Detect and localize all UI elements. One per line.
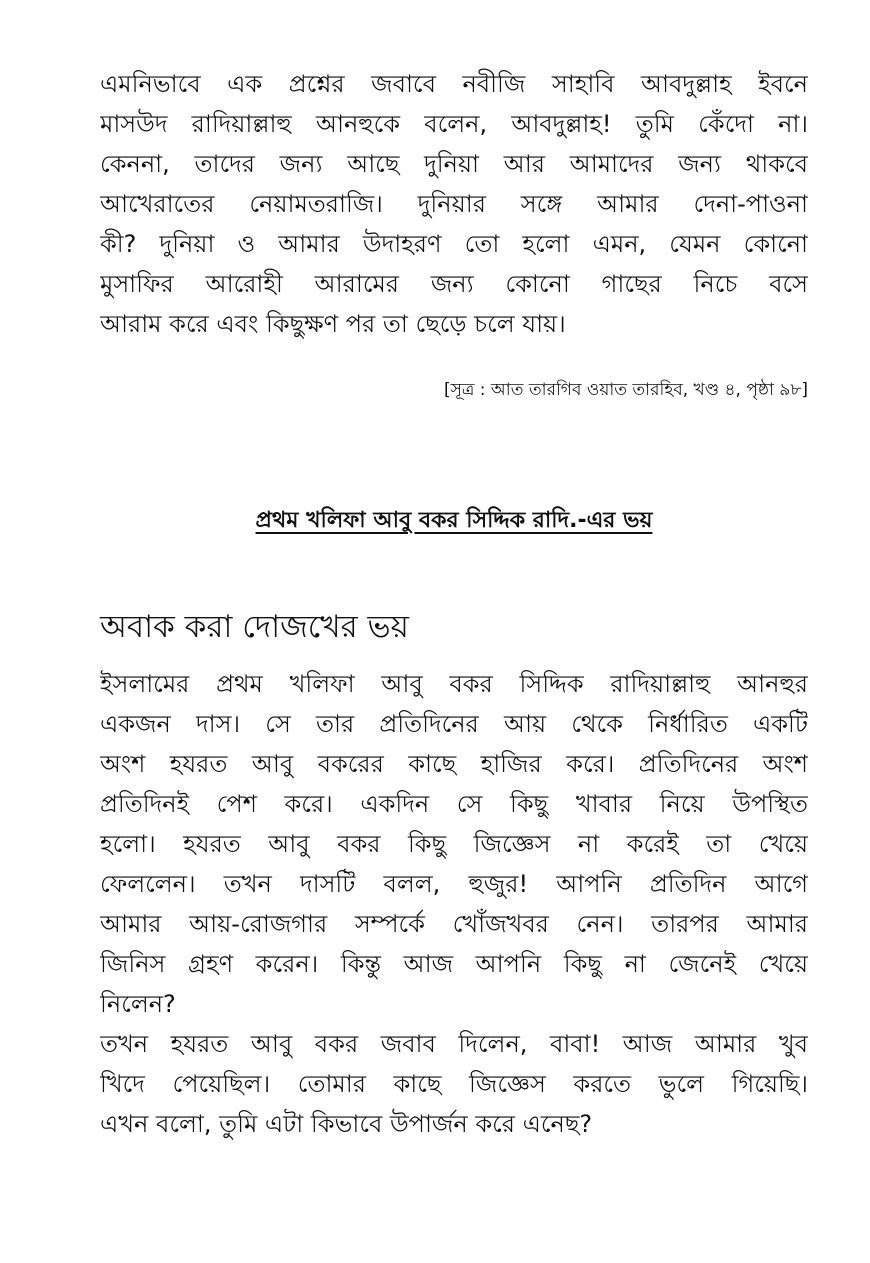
text-line: ফেললেন। তখন দাসটি বলল, হুজুর! আপনি প্রতিদিন আগে bbox=[100, 870, 808, 898]
text-line: জিনিস গ্রহণ করেন। কিন্তু আজ আপনি কিছু না জেনেই খেয়ে bbox=[100, 950, 808, 978]
text-line: খিদে পেয়েছিল। তোমার কাছে জিজ্ঞেস করতে ভুলে গিয়েছি। bbox=[100, 1070, 808, 1098]
text-line: মুসাফির আরোহী আরামের জন্য কোনো গাছের নিচে বসে bbox=[100, 270, 808, 298]
subheading: অবাক করা দোজখের ভয় bbox=[100, 609, 409, 645]
text-line: হলো। হযরত আবু বকর কিছু জিজ্ঞেস না করেই তা খেয়ে bbox=[100, 830, 808, 858]
text-line: কেননা, তাদের জন্য আছে দুনিয়া আর আমাদের জন্য থাকবে bbox=[100, 150, 808, 178]
text-line: এমনিভাবে এক প্রশ্নের জবাবে নবীজি সাহাবি আবদুল্লাহ ইবনে bbox=[100, 70, 808, 98]
text-line: কী? দুনিয়া ও আমার উদাহরণ তো হলো এমন, যেমন কোনো bbox=[100, 230, 808, 258]
paragraph-hadith bbox=[100, 64, 808, 344]
text-line: এখন বলো, তুমি এটা কিভাবে উপার্জন করে এনেছ? bbox=[100, 1110, 593, 1138]
text-line: নিলেন? bbox=[100, 990, 176, 1018]
source-citation: [সূত্র : আত তারগিব ওয়াত তারহিব, খণ্ড ৪, পৃষ্ঠা ৯৮] bbox=[444, 380, 808, 400]
text-line: তখন হযরত আবু বকর জবাব দিলেন, বাবা! আজ আমার খুব bbox=[100, 1030, 808, 1058]
paragraph-story bbox=[100, 664, 808, 1144]
text-line: আরাম করে এবং কিছুক্ষণ পর তা ছেড়ে চলে যায়। bbox=[100, 310, 566, 338]
text-line: প্রতিদিনই পেশ করে। একদিন সে কিছু খাবার নিয়ে উপস্থিত bbox=[100, 790, 808, 818]
section-title bbox=[100, 504, 808, 538]
text-line: আমার আয়-রোজগার সম্পর্কে খোঁজখবর নেন। তারপর আমার bbox=[100, 910, 808, 938]
section-title-text: প্রথম খলিফা আবু বকর সিদ্দিক রাদি.-এর ভয় bbox=[255, 508, 653, 533]
text-line: মাসউদ রাদিয়াল্লাহু আনহুকে বলেন, আবদুল্লাহ! তুমি কেঁদো না। bbox=[100, 110, 808, 138]
text-line: ইসলামের প্রথম খলিফা আবু বকর সিদ্দিক রাদিয়াল্লাহু আনহুর bbox=[100, 670, 808, 698]
text-line: আখেরাতের নেয়ামতরাজি। দুনিয়ার সঙ্গে আমার দেনা-পাওনা bbox=[100, 190, 808, 218]
text-line: অংশ হযরত আবু বকরের কাছে হাজির করে। প্রতিদিনের অংশ bbox=[100, 750, 808, 778]
faded-running-header bbox=[0, 8, 200, 22]
text-line: একজন দাস। সে তার প্রতিদিনের আয় থেকে নির্ধারিত একটি bbox=[100, 710, 808, 738]
